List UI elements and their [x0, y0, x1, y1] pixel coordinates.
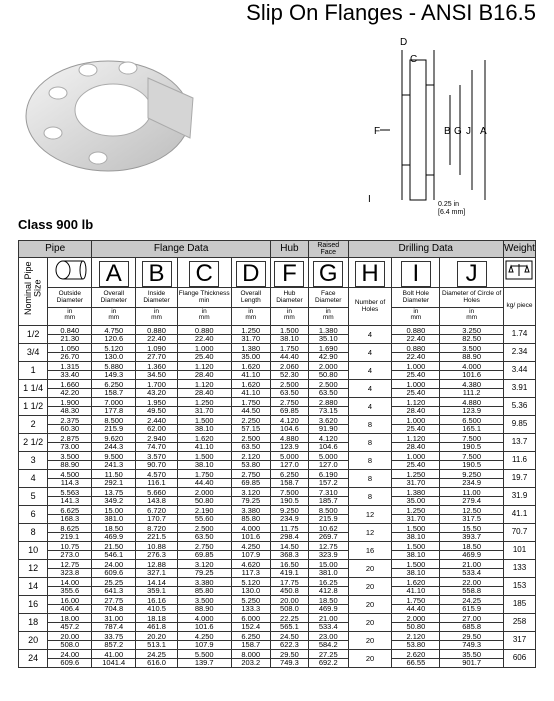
- cell-a: 31.00 787.4: [92, 614, 136, 632]
- cell-g: 12.75 323.9: [308, 542, 348, 560]
- desc-bolt: Bolt Hole Diameter in mm: [392, 288, 440, 326]
- scale-icon: [503, 258, 535, 288]
- cell-weight: 258: [503, 614, 535, 632]
- letter-j: J: [440, 258, 504, 288]
- letter-g: G: [308, 258, 348, 288]
- table-row: [19, 326, 536, 344]
- cell-j: 4.380 111.2: [440, 380, 504, 398]
- cell-weight: 133: [503, 560, 535, 578]
- cell-b: 2.440 62.00: [136, 416, 178, 434]
- cell-od: 1.900 48.30: [48, 398, 92, 416]
- cell-j: 7.500 190.5: [440, 434, 504, 452]
- cell-c: 2.500 63.50: [177, 524, 231, 542]
- cell-f: 29.50 749.3: [270, 650, 308, 668]
- group-weight: Weight: [503, 241, 535, 258]
- cell-d: 6.250 158.7: [231, 632, 270, 650]
- cell-g: 10.62 269.7: [308, 524, 348, 542]
- cell-b: 1.090 27.70: [136, 344, 178, 362]
- diagram-label-j: J: [466, 126, 471, 137]
- cell-g: 8.500 215.9: [308, 506, 348, 524]
- cell-f: 24.50 622.3: [270, 632, 308, 650]
- cell-i: 0.880 22.40: [392, 326, 440, 344]
- cell-weight: 3.44: [503, 362, 535, 380]
- cell-j: 7.500 190.5: [440, 452, 504, 470]
- cell-j: 27.00 685.8: [440, 614, 504, 632]
- cell-g: 7.310 185.7: [308, 488, 348, 506]
- cell-weight: 101: [503, 542, 535, 560]
- cell-g: 1.380 35.10: [308, 326, 348, 344]
- cell-a: 9.620 244.3: [92, 434, 136, 452]
- cell-c: 1.620 41.10: [177, 434, 231, 452]
- cell-d: 5.120 130.0: [231, 578, 270, 596]
- cell-weight: 19.7: [503, 470, 535, 488]
- cell-d: 2.500 63.50: [231, 434, 270, 452]
- cell-g: 3.620 91.90: [308, 416, 348, 434]
- cell-b: 16.16 410.5: [136, 596, 178, 614]
- cell-i: 1.620 41.10: [392, 578, 440, 596]
- cell-size: 3: [19, 452, 48, 470]
- table-row: [19, 470, 536, 488]
- cell-size: 2 1/2: [19, 434, 48, 452]
- cell-a: 9.500 241.3: [92, 452, 136, 470]
- cell-i: 1.000 25.40: [392, 452, 440, 470]
- desc-kg: kg/ piece: [503, 288, 535, 326]
- cell-b: 18.18 461.8: [136, 614, 178, 632]
- cell-f: 1.500 38.10: [270, 326, 308, 344]
- cell-j: 29.50 749.3: [440, 632, 504, 650]
- cell-holes: 20: [348, 596, 392, 614]
- cell-g: 27.25 692.2: [308, 650, 348, 668]
- desc-face-diameter: Face Diameter in mm: [308, 288, 348, 326]
- cell-weight: 606: [503, 650, 535, 668]
- cell-holes: 12: [348, 506, 392, 524]
- cell-b: 14.14 359.1: [136, 578, 178, 596]
- diagram-label-a: A: [480, 126, 487, 137]
- letter-a: A: [92, 258, 136, 288]
- cell-d: 5.250 133.3: [231, 596, 270, 614]
- cell-j: 3.250 82.50: [440, 326, 504, 344]
- diagram-note-mm: [6.4 mm]: [438, 209, 466, 216]
- cell-size: 4: [19, 470, 48, 488]
- cell-holes: 4: [348, 362, 392, 380]
- table-row: [19, 380, 536, 398]
- cell-b: 8.720 221.5: [136, 524, 178, 542]
- cell-d: 3.120 79.25: [231, 488, 270, 506]
- cell-b: 10.88 276.3: [136, 542, 178, 560]
- cell-j: 18.50 469.9: [440, 542, 504, 560]
- group-flange: Flange Data: [92, 241, 271, 258]
- table-row: [19, 560, 536, 578]
- cell-a: 13.75 349.2: [92, 488, 136, 506]
- cell-weight: 13.7: [503, 434, 535, 452]
- cell-od: 8.625 219.1: [48, 524, 92, 542]
- cell-d: 4.620 117.3: [231, 560, 270, 578]
- cell-b: 20.20 513.1: [136, 632, 178, 650]
- cell-holes: 4: [348, 326, 392, 344]
- cell-size: 3/4: [19, 344, 48, 362]
- flange-illustration: [18, 38, 198, 178]
- desc-outside: Outside Diameter in mm: [48, 288, 92, 326]
- cell-size: 16: [19, 596, 48, 614]
- cell-i: 1.250 31.70: [392, 506, 440, 524]
- cell-size: 1/2: [19, 326, 48, 344]
- cell-weight: 31.9: [503, 488, 535, 506]
- diagram-label-d: D: [400, 37, 408, 48]
- cell-g: 4.120 104.6: [308, 434, 348, 452]
- letter-b: B: [136, 258, 178, 288]
- cell-g: 23.00 584.2: [308, 632, 348, 650]
- cell-c: 3.120 79.25: [177, 560, 231, 578]
- cell-holes: 16: [348, 542, 392, 560]
- cell-holes: 8: [348, 488, 392, 506]
- cell-i: 1.000 25.40: [392, 380, 440, 398]
- letter-f: F: [270, 258, 308, 288]
- cell-i: 1.120 28.40: [392, 434, 440, 452]
- diagram-label-g: G: [454, 126, 462, 137]
- cell-holes: 4: [348, 380, 392, 398]
- cell-weight: 41.1: [503, 506, 535, 524]
- cell-a: 15.00 381.0: [92, 506, 136, 524]
- cell-c: 3.380 85.80: [177, 578, 231, 596]
- cell-j: 15.50 393.7: [440, 524, 504, 542]
- cell-holes: 8: [348, 434, 392, 452]
- cell-d: 1.380 35.00: [231, 344, 270, 362]
- cell-holes: 4: [348, 344, 392, 362]
- cell-size: 14: [19, 578, 48, 596]
- cell-f: 20.00 508.0: [270, 596, 308, 614]
- table-row: [19, 488, 536, 506]
- table-row: [19, 578, 536, 596]
- cell-j: 24.25 615.9: [440, 596, 504, 614]
- cell-holes: 8: [348, 452, 392, 470]
- cell-od: 18.00 457.2: [48, 614, 92, 632]
- cell-i: 1.000 25.40: [392, 416, 440, 434]
- cell-j: 12.50 317.5: [440, 506, 504, 524]
- desc-overall-diameter: Overall Diameter in mm: [92, 288, 136, 326]
- cell-f: 2.060 52.30: [270, 362, 308, 380]
- cell-a: 11.50 292.1: [92, 470, 136, 488]
- cell-c: 1.120 28.40: [177, 380, 231, 398]
- cell-weight: 3.91: [503, 380, 535, 398]
- cell-holes: 4: [348, 398, 392, 416]
- cell-g: 21.00 533.4: [308, 614, 348, 632]
- cell-size: 6: [19, 506, 48, 524]
- cell-holes: 20: [348, 578, 392, 596]
- table-row: [19, 452, 536, 470]
- diagram-label-i: I: [368, 194, 371, 205]
- cell-i: 2.000 50.80: [392, 614, 440, 632]
- cell-holes: 8: [348, 470, 392, 488]
- cell-size: 10: [19, 542, 48, 560]
- cell-b: 4.570 116.1: [136, 470, 178, 488]
- table-row: [19, 614, 536, 632]
- desc-inside: Inside Diameter in mm: [136, 288, 178, 326]
- cell-i: 2.120 53.80: [392, 632, 440, 650]
- cell-od: 16.00 406.4: [48, 596, 92, 614]
- cell-size: 5: [19, 488, 48, 506]
- cell-j: 3.500 88.90: [440, 344, 504, 362]
- cell-od: 14.00 355.6: [48, 578, 92, 596]
- cell-a: 21.50 546.1: [92, 542, 136, 560]
- cell-j: 11.00 279.4: [440, 488, 504, 506]
- cell-g: 2.500 63.50: [308, 380, 348, 398]
- cell-j: 4.000 101.6: [440, 362, 504, 380]
- cell-a: 7.000 177.8: [92, 398, 136, 416]
- cell-b: 5.660 143.8: [136, 488, 178, 506]
- cell-d: 2.120 53.80: [231, 452, 270, 470]
- table-row: [19, 524, 536, 542]
- cell-d: 1.250 31.70: [231, 326, 270, 344]
- cell-od: 4.500 114.3: [48, 470, 92, 488]
- page-title: Slip On Flanges - ANSI B16.5: [246, 0, 536, 25]
- cell-d: 8.000 203.2: [231, 650, 270, 668]
- cell-c: 5.500 139.7: [177, 650, 231, 668]
- cell-a: 25.25 641.3: [92, 578, 136, 596]
- cell-c: 0.880 22.40: [177, 326, 231, 344]
- table-row: [19, 506, 536, 524]
- cell-i: 0.880 22.40: [392, 344, 440, 362]
- cell-i: 1.250 31.70: [392, 470, 440, 488]
- table-row: [19, 362, 536, 380]
- cell-i: 1.000 25.40: [392, 362, 440, 380]
- cell-od: 20.00 508.0: [48, 632, 92, 650]
- desc-overall-length: Overall Length in mm: [231, 288, 270, 326]
- cell-g: 6.190 157.2: [308, 470, 348, 488]
- diagram-note-in: 0.25 in: [438, 201, 460, 208]
- cell-b: 6.720 170.7: [136, 506, 178, 524]
- table-row: [19, 632, 536, 650]
- cell-size: 18: [19, 614, 48, 632]
- cell-weight: 1.74: [503, 326, 535, 344]
- cell-c: 1.000 25.40: [177, 344, 231, 362]
- cell-i: 2.620 66.55: [392, 650, 440, 668]
- cell-g: 5.000 127.0: [308, 452, 348, 470]
- cell-g: 18.50 469.9: [308, 596, 348, 614]
- cell-b: 1.700 43.20: [136, 380, 178, 398]
- cell-c: 1.500 38.10: [177, 452, 231, 470]
- table-row: [19, 344, 536, 362]
- cell-b: 12.88 327.1: [136, 560, 178, 578]
- cell-od: 1.660 42.20: [48, 380, 92, 398]
- cell-od: 2.875 73.00: [48, 434, 92, 452]
- cell-a: 41.00 1041.4: [92, 650, 136, 668]
- cell-od: 5.563 141.3: [48, 488, 92, 506]
- table-row: [19, 542, 536, 560]
- cell-j: 9.250 234.9: [440, 470, 504, 488]
- cell-g: 2.000 50.80: [308, 362, 348, 380]
- cell-f: 6.250 158.7: [270, 470, 308, 488]
- cell-a: 33.75 857.2: [92, 632, 136, 650]
- class-title: Class 900 lb: [18, 217, 94, 232]
- cell-od: 6.625 168.3: [48, 506, 92, 524]
- cell-i: 1.380 35.00: [392, 488, 440, 506]
- letter-c: C: [177, 258, 231, 288]
- cell-i: 1.500 38.10: [392, 560, 440, 578]
- cell-f: 11.75 298.4: [270, 524, 308, 542]
- flange-section-diagram: [360, 30, 540, 220]
- cell-c: 1.500 38.10: [177, 416, 231, 434]
- cell-holes: 20: [348, 560, 392, 578]
- cell-j: 6.500 165.1: [440, 416, 504, 434]
- cell-d: 1.620 41.10: [231, 380, 270, 398]
- cell-j: 35.50 901.7: [440, 650, 504, 668]
- cell-weight: 5.36: [503, 398, 535, 416]
- cell-d: 2.250 57.15: [231, 416, 270, 434]
- cell-f: 4.880 123.9: [270, 434, 308, 452]
- desc-circle: Diameter of Circle of Holes in mm: [440, 288, 504, 326]
- cell-f: 2.500 63.50: [270, 380, 308, 398]
- cell-c: 4.250 107.9: [177, 632, 231, 650]
- cell-weight: 9.85: [503, 416, 535, 434]
- cell-c: 1.250 31.70: [177, 398, 231, 416]
- pipe-icon: [48, 258, 92, 288]
- cell-d: 1.750 44.50: [231, 398, 270, 416]
- nominal-size-header: Nominal Pipe Size: [19, 258, 48, 326]
- cell-g: 1.690 42.90: [308, 344, 348, 362]
- cell-size: 1 1/2: [19, 398, 48, 416]
- cell-a: 24.00 609.6: [92, 560, 136, 578]
- cell-size: 1 1/4: [19, 380, 48, 398]
- cell-j: 21.00 533.4: [440, 560, 504, 578]
- cell-f: 14.50 368.3: [270, 542, 308, 560]
- group-hub: Hub: [270, 241, 308, 258]
- cell-holes: 8: [348, 416, 392, 434]
- table-row: [19, 416, 536, 434]
- cell-od: 0.840 21.30: [48, 326, 92, 344]
- cell-od: 1.315 33.40: [48, 362, 92, 380]
- cell-size: 24: [19, 650, 48, 668]
- cell-c: 2.000 50.80: [177, 488, 231, 506]
- cell-holes: 20: [348, 632, 392, 650]
- cell-g: 16.25 412.8: [308, 578, 348, 596]
- cell-b: 24.25 616.0: [136, 650, 178, 668]
- desc-holes: Number of Holes: [348, 288, 392, 326]
- cell-j: 22.00 558.8: [440, 578, 504, 596]
- cell-c: 2.190 55.60: [177, 506, 231, 524]
- table-row: [19, 650, 536, 668]
- cell-f: 22.25 565.1: [270, 614, 308, 632]
- cell-f: 16.50 419.1: [270, 560, 308, 578]
- cell-g: 15.00 381.0: [308, 560, 348, 578]
- cell-weight: 2.34: [503, 344, 535, 362]
- cell-a: 4.750 120.6: [92, 326, 136, 344]
- cell-size: 1: [19, 362, 48, 380]
- table-row: [19, 596, 536, 614]
- desc-hub-diameter: Hub Diameter in mm: [270, 288, 308, 326]
- cell-c: 1.120 28.40: [177, 362, 231, 380]
- cell-b: 2.940 74.70: [136, 434, 178, 452]
- cell-d: 4.250 107.9: [231, 542, 270, 560]
- cell-weight: 317: [503, 632, 535, 650]
- cell-c: 3.500 88.90: [177, 596, 231, 614]
- cell-j: 4.880 123.9: [440, 398, 504, 416]
- cell-d: 3.380 85.80: [231, 506, 270, 524]
- cell-g: 2.880 73.15: [308, 398, 348, 416]
- cell-d: 2.750 69.85: [231, 470, 270, 488]
- cell-d: 6.000 152.4: [231, 614, 270, 632]
- cell-f: 4.120 104.6: [270, 416, 308, 434]
- cell-d: 1.620 41.10: [231, 362, 270, 380]
- table-row: [19, 398, 536, 416]
- cell-i: 1.500 38.10: [392, 542, 440, 560]
- desc-thickness: Flange Thickness min in mm: [177, 288, 231, 326]
- diagram-label-b: B: [444, 126, 451, 137]
- cell-a: 27.75 704.8: [92, 596, 136, 614]
- cell-size: 20: [19, 632, 48, 650]
- cell-f: 17.75 450.8: [270, 578, 308, 596]
- cell-b: 3.570 90.70: [136, 452, 178, 470]
- table-row: [19, 434, 536, 452]
- cell-od: 2.375 60.30: [48, 416, 92, 434]
- cell-i: 1.500 38.10: [392, 524, 440, 542]
- cell-a: 5.880 149.3: [92, 362, 136, 380]
- cell-f: 7.500 190.5: [270, 488, 308, 506]
- cell-size: 2: [19, 416, 48, 434]
- cell-od: 24.00 609.6: [48, 650, 92, 668]
- cell-b: 1.950 49.50: [136, 398, 178, 416]
- group-drilling: Drilling Data: [348, 241, 503, 258]
- cell-b: 0.880 22.40: [136, 326, 178, 344]
- cell-holes: 12: [348, 524, 392, 542]
- cell-od: 10.75 273.0: [48, 542, 92, 560]
- cell-f: 9.250 234.9: [270, 506, 308, 524]
- cell-f: 1.750 44.40: [270, 344, 308, 362]
- cell-a: 18.50 469.9: [92, 524, 136, 542]
- cell-c: 1.750 44.40: [177, 470, 231, 488]
- cell-weight: 70.7: [503, 524, 535, 542]
- cell-holes: 20: [348, 650, 392, 668]
- diagram-label-c: C: [410, 54, 418, 65]
- flange-table: [18, 240, 536, 668]
- group-raised: Raised Face: [308, 241, 348, 258]
- cell-size: 12: [19, 560, 48, 578]
- cell-size: 8: [19, 524, 48, 542]
- cell-c: 4.000 101.6: [177, 614, 231, 632]
- cell-a: 8.500 215.9: [92, 416, 136, 434]
- cell-weight: 153: [503, 578, 535, 596]
- letter-d: D: [231, 258, 270, 288]
- cell-od: 3.500 88.90: [48, 452, 92, 470]
- cell-od: 12.75 323.8: [48, 560, 92, 578]
- diagram-label-f: F: [374, 126, 381, 137]
- cell-weight: 185: [503, 596, 535, 614]
- cell-i: 1.120 28.40: [392, 398, 440, 416]
- cell-f: 2.750 69.85: [270, 398, 308, 416]
- cell-f: 5.000 127.0: [270, 452, 308, 470]
- letter-h: H: [348, 258, 392, 288]
- cell-i: 1.750 44.40: [392, 596, 440, 614]
- cell-od: 1.050 26.70: [48, 344, 92, 362]
- cell-c: 2.750 69.85: [177, 542, 231, 560]
- letter-i: I: [392, 258, 440, 288]
- cell-d: 4.000 101.6: [231, 524, 270, 542]
- cell-a: 5.120 130.0: [92, 344, 136, 362]
- cell-weight: 11.6: [503, 452, 535, 470]
- cell-a: 6.250 158.7: [92, 380, 136, 398]
- group-pipe: Pipe: [19, 241, 92, 258]
- cell-b: 1.360 34.50: [136, 362, 178, 380]
- cell-holes: 20: [348, 614, 392, 632]
